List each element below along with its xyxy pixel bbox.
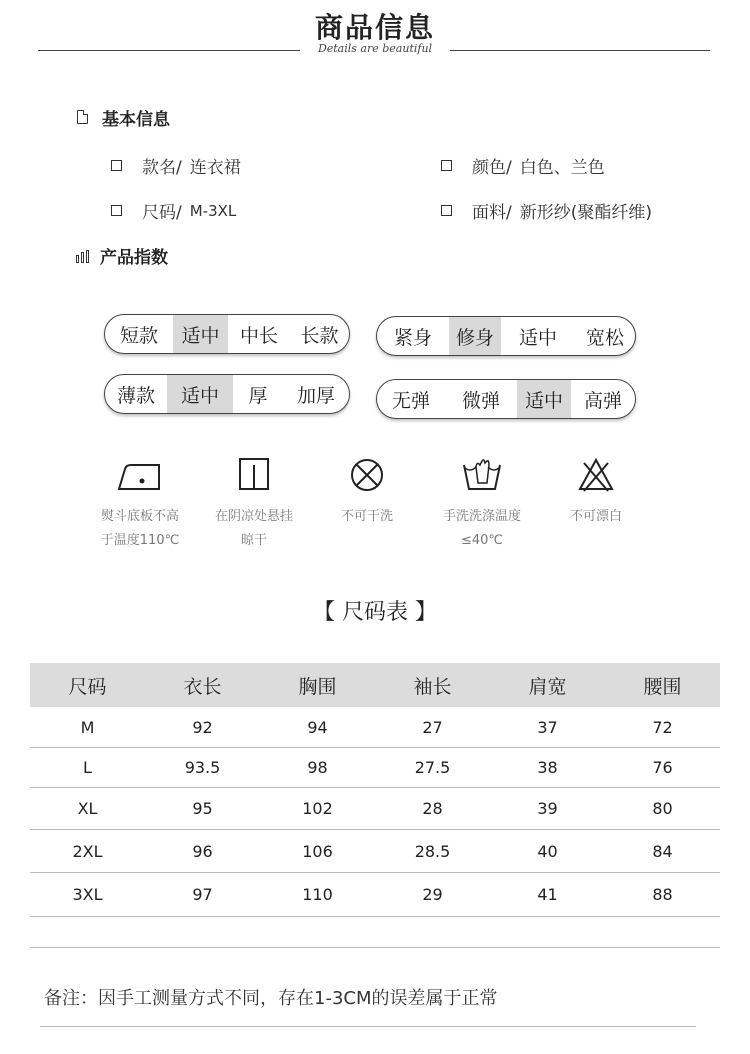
- table-row: [30, 788, 720, 830]
- table-cell: 102: [260, 788, 375, 830]
- info-value: 新形纱(聚酯纤维): [519, 203, 652, 223]
- table-header-row: [30, 663, 720, 707]
- checkbox-icon: [111, 160, 122, 171]
- fit-scale: [376, 316, 636, 356]
- table-cell: 39: [490, 788, 605, 830]
- table-cell: 29: [375, 873, 490, 917]
- page-title: 商品信息: [314, 11, 435, 44]
- table-cell: L: [30, 748, 145, 788]
- scale-option: 薄款: [116, 384, 155, 407]
- product-index-title: 产品指数: [100, 248, 168, 268]
- divider: [40, 1026, 696, 1027]
- scale-option: 中长: [239, 324, 278, 347]
- table-cell: 93.5: [145, 748, 260, 788]
- scale-option: 适中: [518, 326, 557, 349]
- document-icon: [77, 110, 88, 124]
- info-value: 白色、兰色: [519, 158, 605, 178]
- table-cell: 98: [260, 748, 375, 788]
- scale-option: 微弹: [461, 389, 500, 412]
- care-label: 手洗洗涤温度: [442, 509, 521, 524]
- table-cell: 96: [145, 830, 260, 873]
- table-cell: 72: [605, 707, 720, 748]
- scale-option: 加厚: [296, 384, 335, 407]
- scale-option: 长款: [300, 324, 339, 347]
- table-header-cell: 衣长: [145, 663, 260, 707]
- thickness-scale: [104, 374, 350, 414]
- care-label: 晾干: [240, 533, 267, 548]
- table-cell: M: [30, 707, 145, 748]
- table-cell: 37: [490, 707, 605, 748]
- scale-option: 高弹: [583, 389, 622, 412]
- table-header-cell: 腰围: [605, 663, 720, 707]
- info-item-color: [441, 153, 605, 178]
- table-header-cell: 胸围: [260, 663, 375, 707]
- scale-option: 短款: [119, 324, 158, 347]
- table-cell: 41: [490, 873, 605, 917]
- iron-icon: [115, 455, 165, 495]
- care-label: 不可漂白: [569, 509, 622, 524]
- basic-info-title: 基本信息: [102, 110, 170, 130]
- checkbox-icon: [441, 160, 452, 171]
- table-cell: 28.5: [375, 830, 490, 873]
- table-row: [30, 873, 720, 917]
- table-cell: 38: [490, 748, 605, 788]
- hand-wash-icon: [460, 455, 504, 495]
- table-cell: 80: [605, 788, 720, 830]
- table-cell: XL: [30, 788, 145, 830]
- table-cell: 2XL: [30, 830, 145, 873]
- info-item-size: [111, 198, 236, 223]
- table-cell: 76: [605, 748, 720, 788]
- scale-option: 无弹: [391, 389, 430, 412]
- size-table-title: 【 尺码表 】: [313, 600, 437, 625]
- header-divider-left: [38, 50, 300, 51]
- table-cell: 92: [145, 707, 260, 748]
- table-header-cell: 肩宽: [490, 663, 605, 707]
- info-label: 款名/: [142, 158, 182, 178]
- care-label: 在阴凉处悬挂: [214, 509, 293, 524]
- care-no-dry-clean: [302, 455, 432, 529]
- care-iron: [75, 455, 205, 553]
- care-label: 熨斗底板不高: [100, 509, 179, 524]
- info-label: 面料/: [472, 203, 512, 223]
- scale-option: 紧身: [393, 326, 432, 349]
- care-label: 不可干洗: [340, 509, 393, 524]
- note-text: 备注：因手工测量方式不同，存在1-3CM的误差属于正常: [44, 988, 498, 1009]
- table-cell: 95: [145, 788, 260, 830]
- hang-dry-icon: [234, 455, 274, 495]
- no-dry-clean-icon: [347, 455, 387, 495]
- care-label: 于温度110℃: [100, 533, 180, 548]
- checkbox-icon: [111, 205, 122, 216]
- scale-option-selected: 适中: [517, 380, 571, 418]
- table-cell: 27: [375, 707, 490, 748]
- no-bleach-icon: [576, 455, 616, 495]
- size-table: [30, 663, 720, 917]
- table-cell: 97: [145, 873, 260, 917]
- scale-option-selected: 适中: [173, 315, 228, 353]
- table-cell: 88: [605, 873, 720, 917]
- table-cell: 40: [490, 830, 605, 873]
- table-header-cell: 尺码: [30, 663, 145, 707]
- bar-chart-icon: [76, 250, 89, 263]
- care-hang-dry: [189, 455, 319, 553]
- care-hand-wash: [417, 455, 547, 553]
- scale-option-selected: 修身: [449, 317, 501, 355]
- table-cell: 28: [375, 788, 490, 830]
- care-label: ≤40℃: [460, 533, 504, 548]
- table-row: [30, 707, 720, 748]
- info-label: 尺码/: [142, 203, 182, 223]
- table-cell: 110: [260, 873, 375, 917]
- elasticity-scale: [376, 379, 636, 419]
- scale-option-selected: 适中: [167, 375, 233, 413]
- table-cell: 94: [260, 707, 375, 748]
- care-no-bleach: [531, 455, 661, 529]
- scale-option: 宽松: [585, 326, 624, 349]
- table-row: [30, 830, 720, 873]
- info-item-style: [111, 153, 241, 178]
- table-cell: 3XL: [30, 873, 145, 917]
- checkbox-icon: [441, 205, 452, 216]
- table-cell: 27.5: [375, 748, 490, 788]
- info-label: 颜色/: [472, 158, 512, 178]
- table-cell: 84: [605, 830, 720, 873]
- info-value: 连衣裙: [189, 158, 241, 178]
- header-divider-right: [450, 50, 710, 51]
- length-scale: [104, 314, 350, 354]
- page-subtitle: Details are beautiful: [317, 42, 433, 55]
- table-cell: 106: [260, 830, 375, 873]
- scale-option: 厚: [248, 384, 268, 407]
- table-header-cell: 袖长: [375, 663, 490, 707]
- info-value: M-3XL: [189, 201, 237, 220]
- table-row: [30, 748, 720, 788]
- info-item-fabric: [441, 198, 652, 223]
- divider: [30, 947, 720, 948]
